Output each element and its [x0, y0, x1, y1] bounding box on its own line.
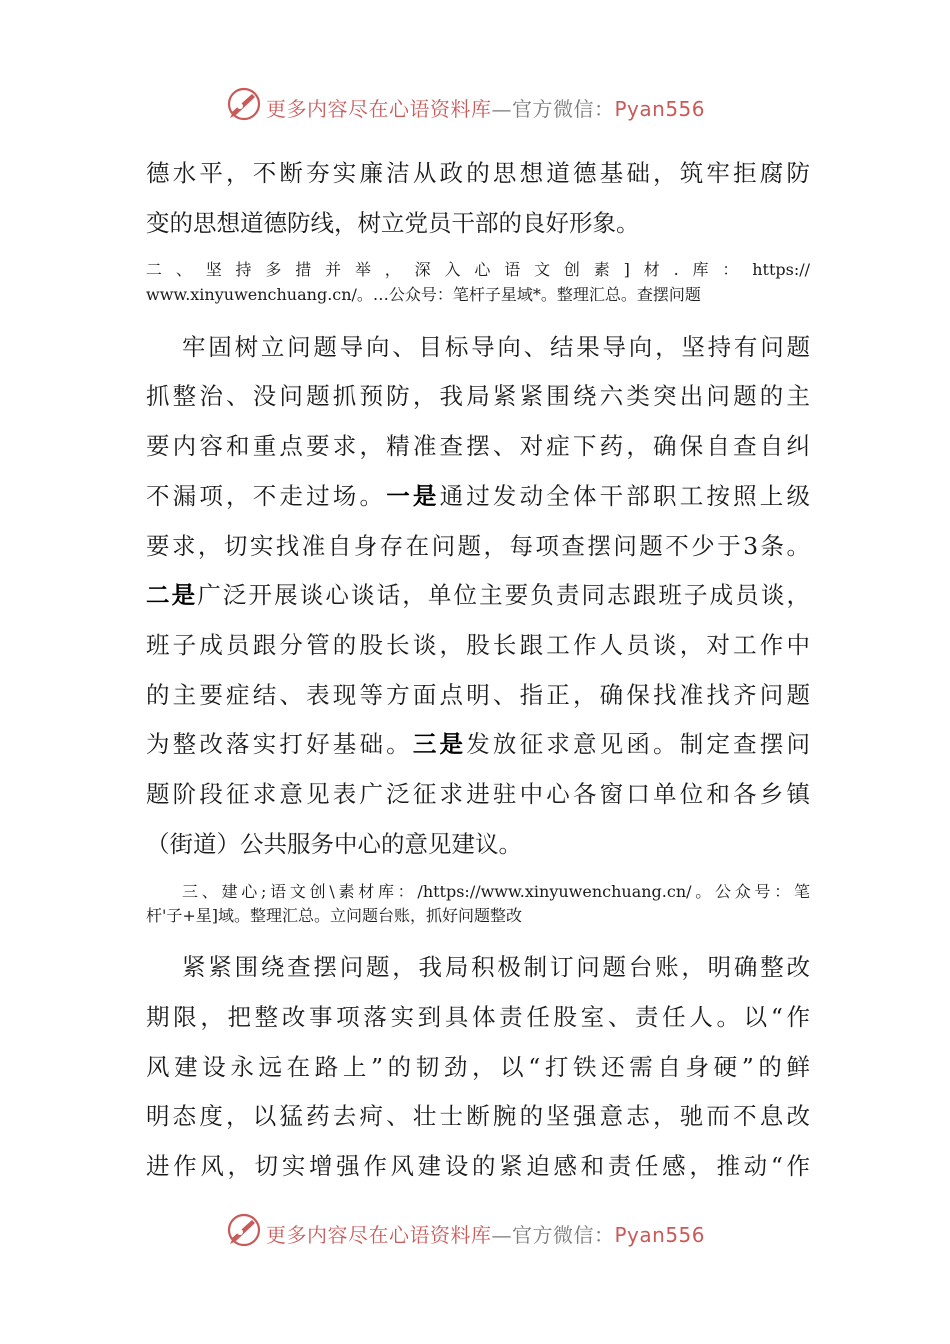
para2-line9: [146, 729, 810, 759]
para3-line2: 期限，把整改事项落实到具体责任股室、责任人。以“作: [146, 1003, 810, 1031]
para2-line6-b: 广泛开展谈心谈话，单位主要负责同志跟班子成员谈，: [197, 581, 811, 609]
para2-line8: 的主要症结、表现等方面点明、指正，确保找准找齐问题: [146, 681, 810, 709]
banner-text: [266, 93, 705, 122]
banner-site-name: 更多内容尽在心语资料库: [266, 97, 492, 121]
heading3-line2: 杆'子+星]域。整理汇总。立问题台账，抓好问题整改: [146, 906, 523, 925]
para2-line10: 题阶段征求意见表广泛征求进驻中心各窗口单位和各乡镇: [146, 780, 810, 808]
para2-line1: 牢固树立问题导向、目标导向、结果导向，坚持有问题: [182, 333, 810, 361]
para1-line2: 变的思想道德防线，树立党员干部的良好形象。: [146, 209, 640, 237]
para2-line4-bold: 一是: [386, 482, 440, 510]
pen-nib-logo-icon: [226, 1212, 262, 1248]
heading2-line1-text: 二、坚持多措并举，深入心语文创素]材.库：https://: [146, 260, 810, 279]
para2-line6: [146, 580, 810, 610]
para1-line1: 德水平，不断夯实廉洁从政的思想道德基础，筑牢拒腐防: [146, 159, 810, 187]
pen-nib-logo-icon: [226, 86, 262, 122]
para2-line6-bold: 二是: [146, 581, 198, 609]
para3-line1: 紧紧围绕查摆问题，我局积极制订问题台账，明确整改: [182, 953, 810, 981]
para2-line5: 要求，切实找准自身存在问题，每项查摆问题不少于3条。: [146, 532, 810, 560]
para3-line5: 进作风，切实增强作风建设的紧迫感和责任感，推动“作: [146, 1152, 810, 1180]
heading2-line2: www.xinyuwenchuang.cn/。…公众号：笔杆子星域*。整理汇总。查摆问题: [146, 285, 701, 304]
banner-wechat-id: Pyan556: [614, 1223, 706, 1247]
para2-line9-bold: 三是: [412, 730, 467, 758]
para2-line4-a: 不漏项，不走过场。: [146, 482, 387, 510]
para2-line9-a: 为整改落实打好基础。: [146, 730, 413, 758]
header-banner: [0, 84, 950, 128]
banner-wechat-label: —官方微信：: [491, 97, 615, 121]
banner-site-name: 更多内容尽在心语资料库: [266, 1223, 492, 1247]
para2-line3: 要内容和重点要求，精准查摆、对症下药，确保自查自纠: [146, 432, 810, 460]
banner-text: [266, 1219, 705, 1248]
heading3-line1: [182, 881, 810, 903]
para2-line7: 班子成员跟分管的股长谈，股长跟工作人员谈，对工作中: [146, 631, 810, 659]
para2-line4: [146, 481, 810, 511]
banner-wechat-id: Pyan556: [614, 97, 706, 121]
para2-line11: （街道）公共服务中心的意见建议。: [146, 830, 522, 858]
heading2-line1: [146, 259, 810, 281]
para3-line3: 风建设永远在路上”的韧劲，以“打铁还需自身硬”的鲜: [146, 1053, 810, 1081]
footer-banner: [0, 1210, 950, 1254]
para2-line2: 抓整治、没问题抓预防，我局紧紧围绕六类突出问题的主: [146, 382, 810, 410]
banner-wechat-label: —官方微信：: [491, 1223, 615, 1247]
para2-line9-c: 发放征求意见函。制定查摆问: [466, 730, 810, 758]
para2-line4-c: 通过发动全体干部职工按照上级: [439, 482, 810, 510]
para3-line4: 明态度，以猛药去疴、壮士断腕的坚强意志，驰而不息改: [146, 1102, 810, 1130]
heading3-line1-text: 三、建心;语文创\素材库：/https://www.xinyuwenchuang.cn/。公众号：笔: [182, 882, 810, 901]
